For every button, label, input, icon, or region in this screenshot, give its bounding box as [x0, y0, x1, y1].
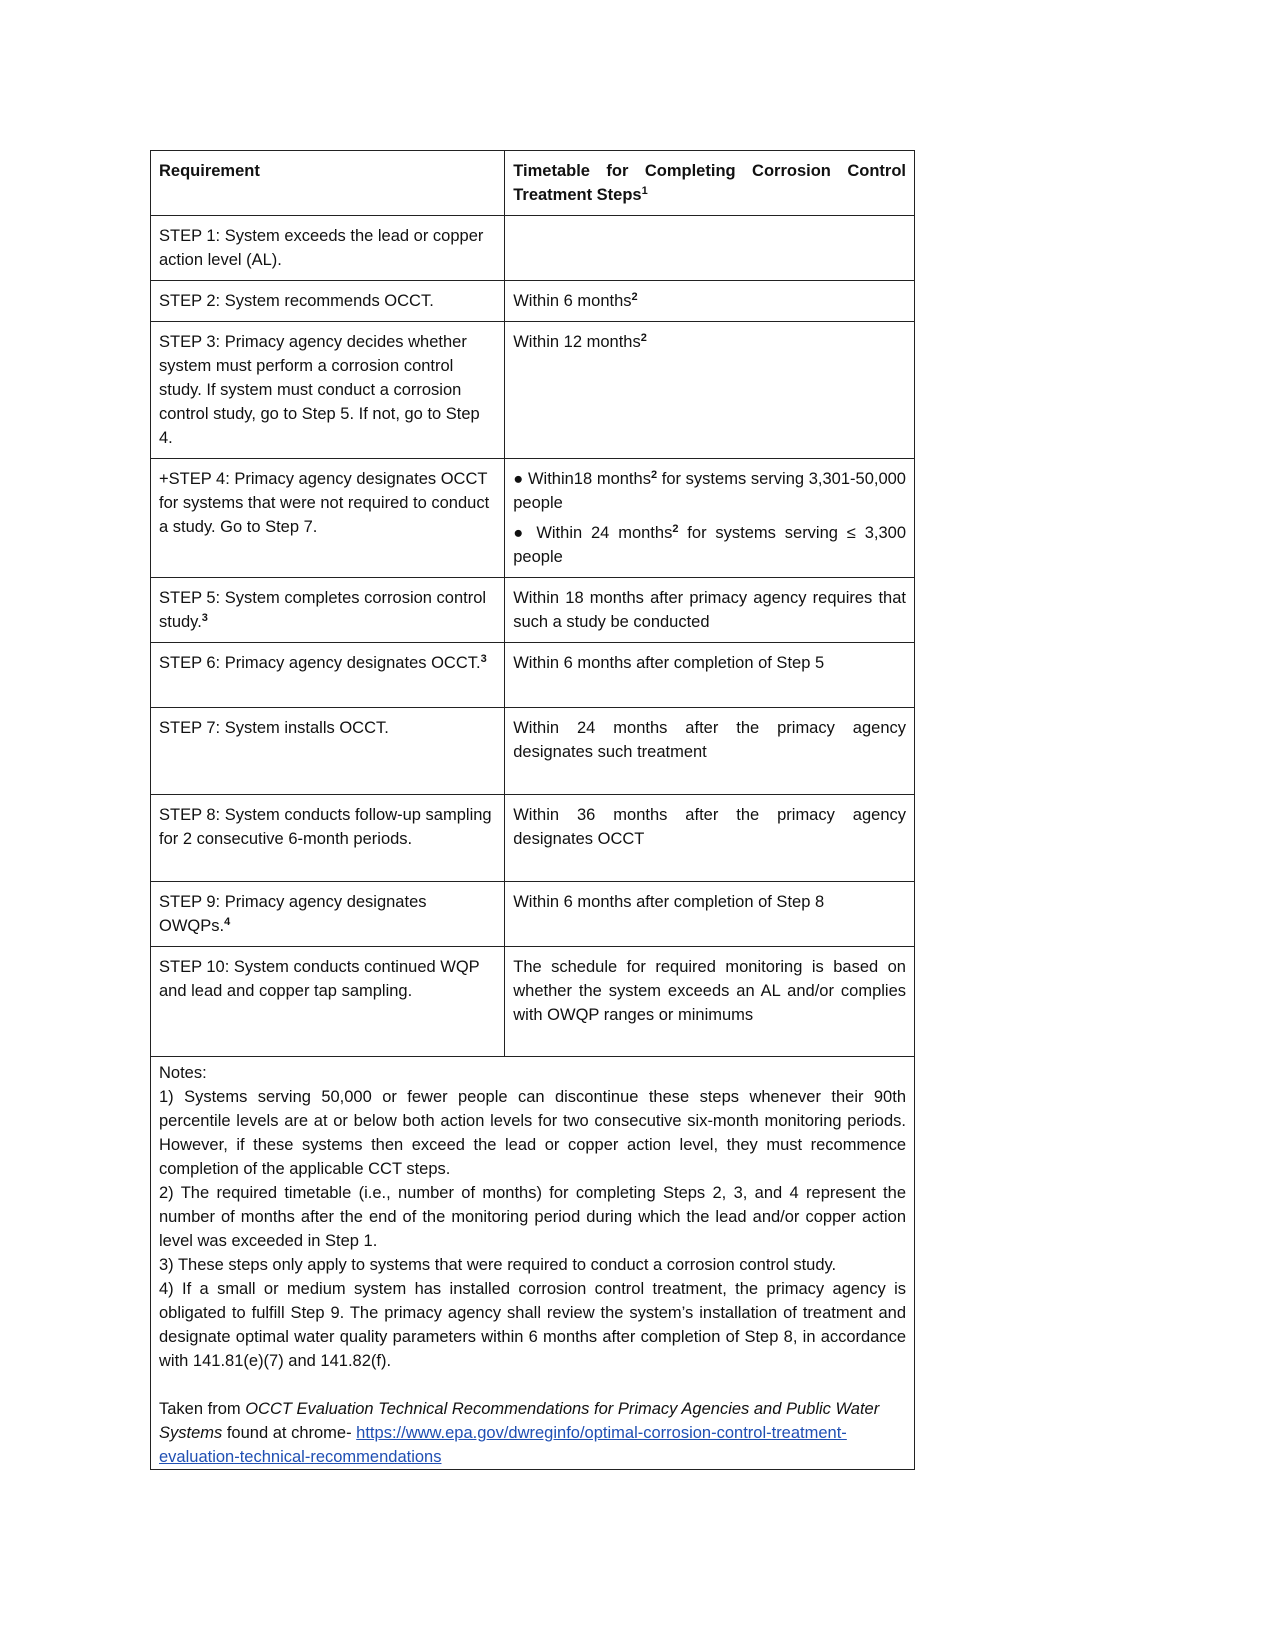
- step-5-requirement: STEP 5: System completes corrosion control study.$^3$: [151, 578, 505, 643]
- notes-heading: Notes:: [159, 1064, 207, 1082]
- step-6-timetable: Within 6 months after completion of Step 5: [505, 643, 915, 708]
- footnote-marker: 4: [224, 916, 231, 928]
- step-8-timetable: Within 36 months after the primacy agency designates OCCT: [505, 795, 915, 882]
- source-title: OCCT Evaluation Technical Recommendations for Primacy Agencies and Public Water Systems: [159, 1400, 880, 1442]
- step-7-timetable: Within 24 months after the primacy agency designates such treatment: [505, 708, 915, 795]
- table-row: [151, 643, 915, 708]
- step-3-requirement: STEP 3: Primacy agency decides whether system must perform a corrosion control study. If system must conduct a corrosion control study, go to Step 5. If not, go to Step 4.: [151, 322, 505, 459]
- footnote-marker: 2: [672, 523, 679, 535]
- step-6-requirement: STEP 6: Primacy agency designates OCCT.$^3$: [151, 643, 505, 708]
- step-2-timetable: Within 6 months$^2$: [505, 281, 915, 322]
- step-3-timetable: Within 12 months$^2$: [505, 322, 915, 459]
- note-1: 1) Systems serving 50,000 or fewer people can discontinue these steps whenever their 90th percentile levels are at or below both action levels for two consecutive six-month monitoring periods. However, if these systems then exceed the lead or copper action level, they must recommence completion of the applicable CCT steps.: [159, 1088, 906, 1178]
- footnote-marker: 1: [641, 185, 648, 197]
- occt-requirements-table: [150, 150, 915, 1470]
- header-requirement: Requirement: [151, 151, 505, 216]
- timetable-bullet: ● Within18 months$^2$ for systems serving 3,301-50,000 people: [513, 469, 906, 512]
- table-row: [151, 708, 915, 795]
- step-5-timetable: Within 18 months after primacy agency requires that such a study be conducted: [505, 578, 915, 643]
- table-row: [151, 947, 915, 1057]
- notes-section: [151, 1057, 915, 1470]
- source-citation: Taken from OCCT Evaluation Technical Recommendations for Primacy Agencies and Public Water Systems found at chrome- https://www.epa.gov/dwreginfo/optimal-corrosion-control-treatment-evaluation-technical-recommendations: [159, 1400, 880, 1466]
- step-10-requirement: STEP 10: System conducts continued WQP and lead and copper tap sampling.: [151, 947, 505, 1057]
- note-2: 2) The required timetable (i.e., number of months) for completing Steps 2, 3, and 4 represent the number of months after the end of the monitoring period during which the lead and/or copper action level was exceeded in Step 1.: [159, 1184, 906, 1250]
- footnote-marker: 2: [631, 291, 638, 303]
- notes-row: [151, 1057, 915, 1470]
- step-4-requirement: +STEP 4: Primacy agency designates OCCT for systems that were not required to conduct a study. Go to Step 7.: [151, 459, 505, 578]
- step-4-timetable: [505, 459, 915, 578]
- step-9-requirement: STEP 9: Primacy agency designates OWQPs.$^4$: [151, 882, 505, 947]
- footnote-marker: 3: [201, 612, 208, 624]
- footnote-marker: 2: [650, 469, 658, 481]
- step-10-timetable: The schedule for required monitoring is based on whether the system exceeds an AL and/or complies with OWQP ranges or minimums: [505, 947, 915, 1057]
- header-timetable: Timetable for Completing Corrosion Control Treatment Steps$^1$: [505, 151, 915, 216]
- table-row: [151, 281, 915, 322]
- note-4: 4) If a small or medium system has installed corrosion control treatment, the primacy agency is obligated to fulfill Step 9. The primacy agency shall review the system’s installation of treatment and designate optimal water quality parameters within 6 months after completion of Step 8, in accordance with 141.81(e)(7) and 141.82(f).: [159, 1280, 906, 1370]
- footnote-marker: 2: [640, 332, 647, 344]
- table-row: [151, 459, 915, 578]
- table-row: [151, 795, 915, 882]
- table-row: [151, 322, 915, 459]
- table-row: [151, 578, 915, 643]
- step-7-requirement: STEP 7: System installs OCCT.: [151, 708, 505, 795]
- document-page: [150, 150, 915, 1470]
- step-1-requirement: STEP 1: System exceeds the lead or copper action level (AL).: [151, 216, 505, 281]
- step-9-timetable: Within 6 months after completion of Step 8: [505, 882, 915, 947]
- table-header-row: [151, 151, 915, 216]
- table-row: [151, 216, 915, 281]
- footnote-marker: 3: [480, 653, 487, 665]
- step-2-requirement: STEP 2: System recommends OCCT.: [151, 281, 505, 322]
- step-1-timetable: [505, 216, 915, 281]
- source-link[interactable]: https://www.epa.gov/dwreginfo/optimal-corrosion-control-treatment-evaluation-technical-recommendations: [159, 1424, 847, 1466]
- table-row: [151, 882, 915, 947]
- note-3: 3) These steps only apply to systems that were required to conduct a corrosion control study.: [159, 1256, 837, 1274]
- step-8-requirement: STEP 8: System conducts follow-up sampling for 2 consecutive 6-month periods.: [151, 795, 505, 882]
- timetable-bullet: ● Within 24 months$^2$ for systems serving ≤ 3,300 people: [513, 523, 906, 566]
